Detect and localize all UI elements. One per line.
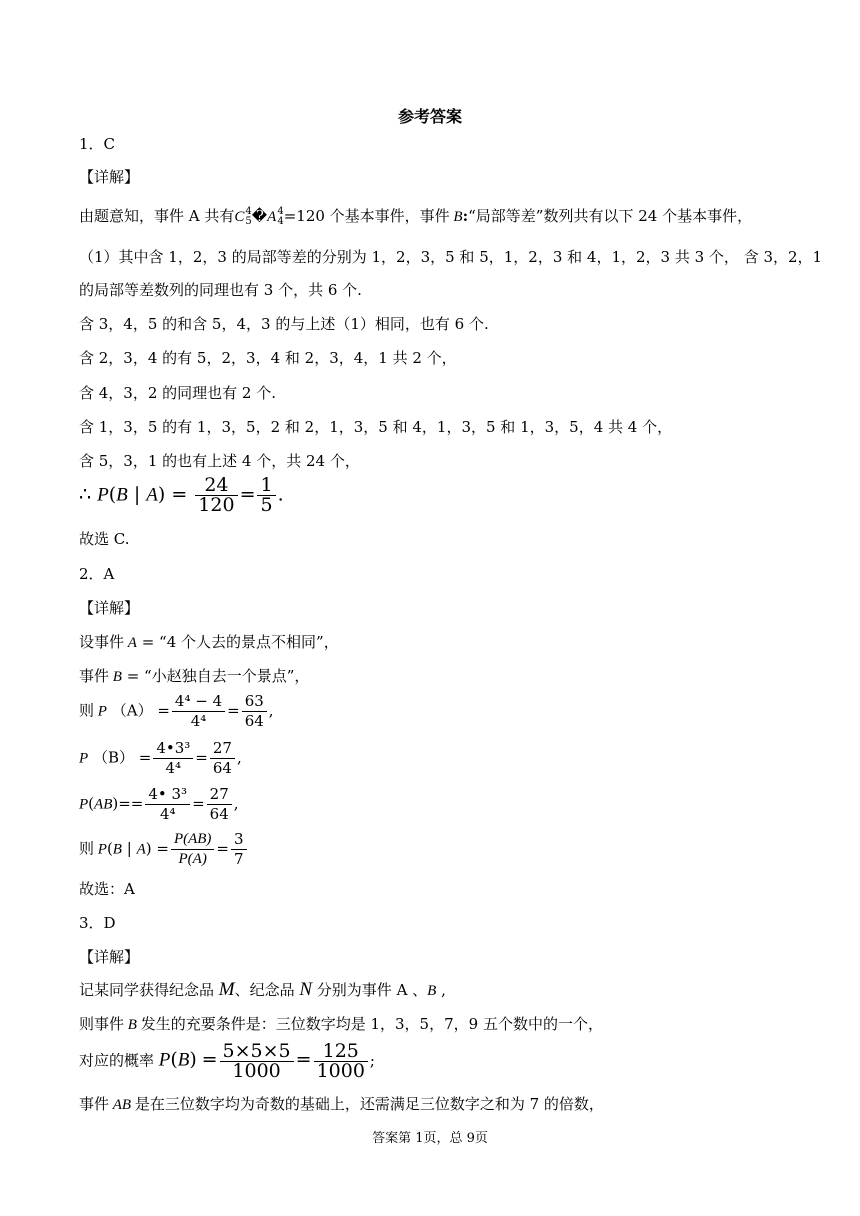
answer-1-line-2: （1）其中含 1，2，3 的局部等差的分别为 1，2，3，5 和 5，1，2，3 和 4，1，2，3 共 3 个， 含 3，2，1 <box>79 248 823 266</box>
page-footer: 答案第 1页，总 9页 <box>372 1131 488 1146</box>
answer-1-line-4: 含 3，4，5 的和含 5，4，3 的与上述（1）相同，也有 6 个. <box>79 315 489 333</box>
answer-1-detail-heading: 【详解】 <box>79 168 140 186</box>
answer-2-conclusion: 故选：A <box>79 880 135 898</box>
answer-1-number: 1．C <box>79 135 116 153</box>
answer-1-line-3: 的局部等差数列的同理也有 3 个，共 6 个. <box>79 281 362 299</box>
answer-3-line-4: 事件 AB 是在三位数字均为奇数的基础上，还需满足三位数字之和为 7 的倍数， <box>79 1095 604 1113</box>
answer-1-line-8: 含 5，3，1 的也有上述 4 个，共 24 个， <box>79 452 360 470</box>
answer-1-line-5: 含 2，3，4 的有 5，2，3，4 和 2，3，4，1 共 2 个， <box>79 349 457 367</box>
answer-1-line-1: 由题意知，事件 A 共有C 4 5 �A 4 4 =120 个基本事件，事件 B:“局部等差”数列共有以下 24 个基本事件， <box>79 206 753 227</box>
answer-1-line-6: 含 4，3，2 的同理也有 2 个. <box>79 384 277 402</box>
page-title: 参考答案 <box>397 107 462 126</box>
answer-1-conclusion: 故选 C. <box>79 530 130 548</box>
answer-2-detail-heading: 【详解】 <box>79 599 140 617</box>
answer-1-line-7: 含 1，3，5 的有 1，3，5，2 和 2，1，3，5 和 4，1，3，5 和 1，3，5，4 共 4 个， <box>79 418 673 436</box>
answer-2-line-2: 事件 B = “小赵独自去一个景点”， <box>79 667 310 685</box>
answer-3-line-1: 记某同学获得纪念品 M、纪念品 N 分别为事件 A 、B , <box>79 979 446 1000</box>
answer-2-pa: 则 P （A） = $\frac{\text{4⁴ − 4}}{\text{4⁴}}$ = $\frac{63}{64}$ , <box>79 692 274 730</box>
answer-2-conditional: 则 P(B | A) = $\frac{P(AB)}{P(A)}$ = $\frac{3}{7}$ <box>79 830 249 869</box>
answer-1-formula: ∴ P(B | A) = $\frac{24}{120}$ = $\frac{1}{5}$ . <box>79 474 284 516</box>
answer-2-pab: P(AB)== $\frac{\text{4• 3³}}{\text{4⁴}}$ = $\frac{27}{64}$ , <box>79 785 239 823</box>
answer-3-detail-heading: 【详解】 <box>79 948 140 966</box>
answer-2-line-1: 设事件 A = “4 个人去的景点不相同”， <box>79 633 339 651</box>
answer-3-number: 3．D <box>79 914 116 932</box>
answer-2-number: 2．A <box>79 565 115 583</box>
answer-3-line-3: 对应的概率 P(B) = $\frac{5\times 5\times 5}{1000}$ = $\frac{125}{1000}$ ; <box>79 1040 375 1082</box>
answer-2-pb: P （B） = $\frac{\text{4•3³}}{\text{4⁴}}$ = $\frac{27}{64}$ , <box>79 739 242 777</box>
answer-3-line-2: 则事件 B 发生的充要条件是：三位数字均是 1，3，5，7，9 五个数中的一个， <box>79 1015 603 1033</box>
